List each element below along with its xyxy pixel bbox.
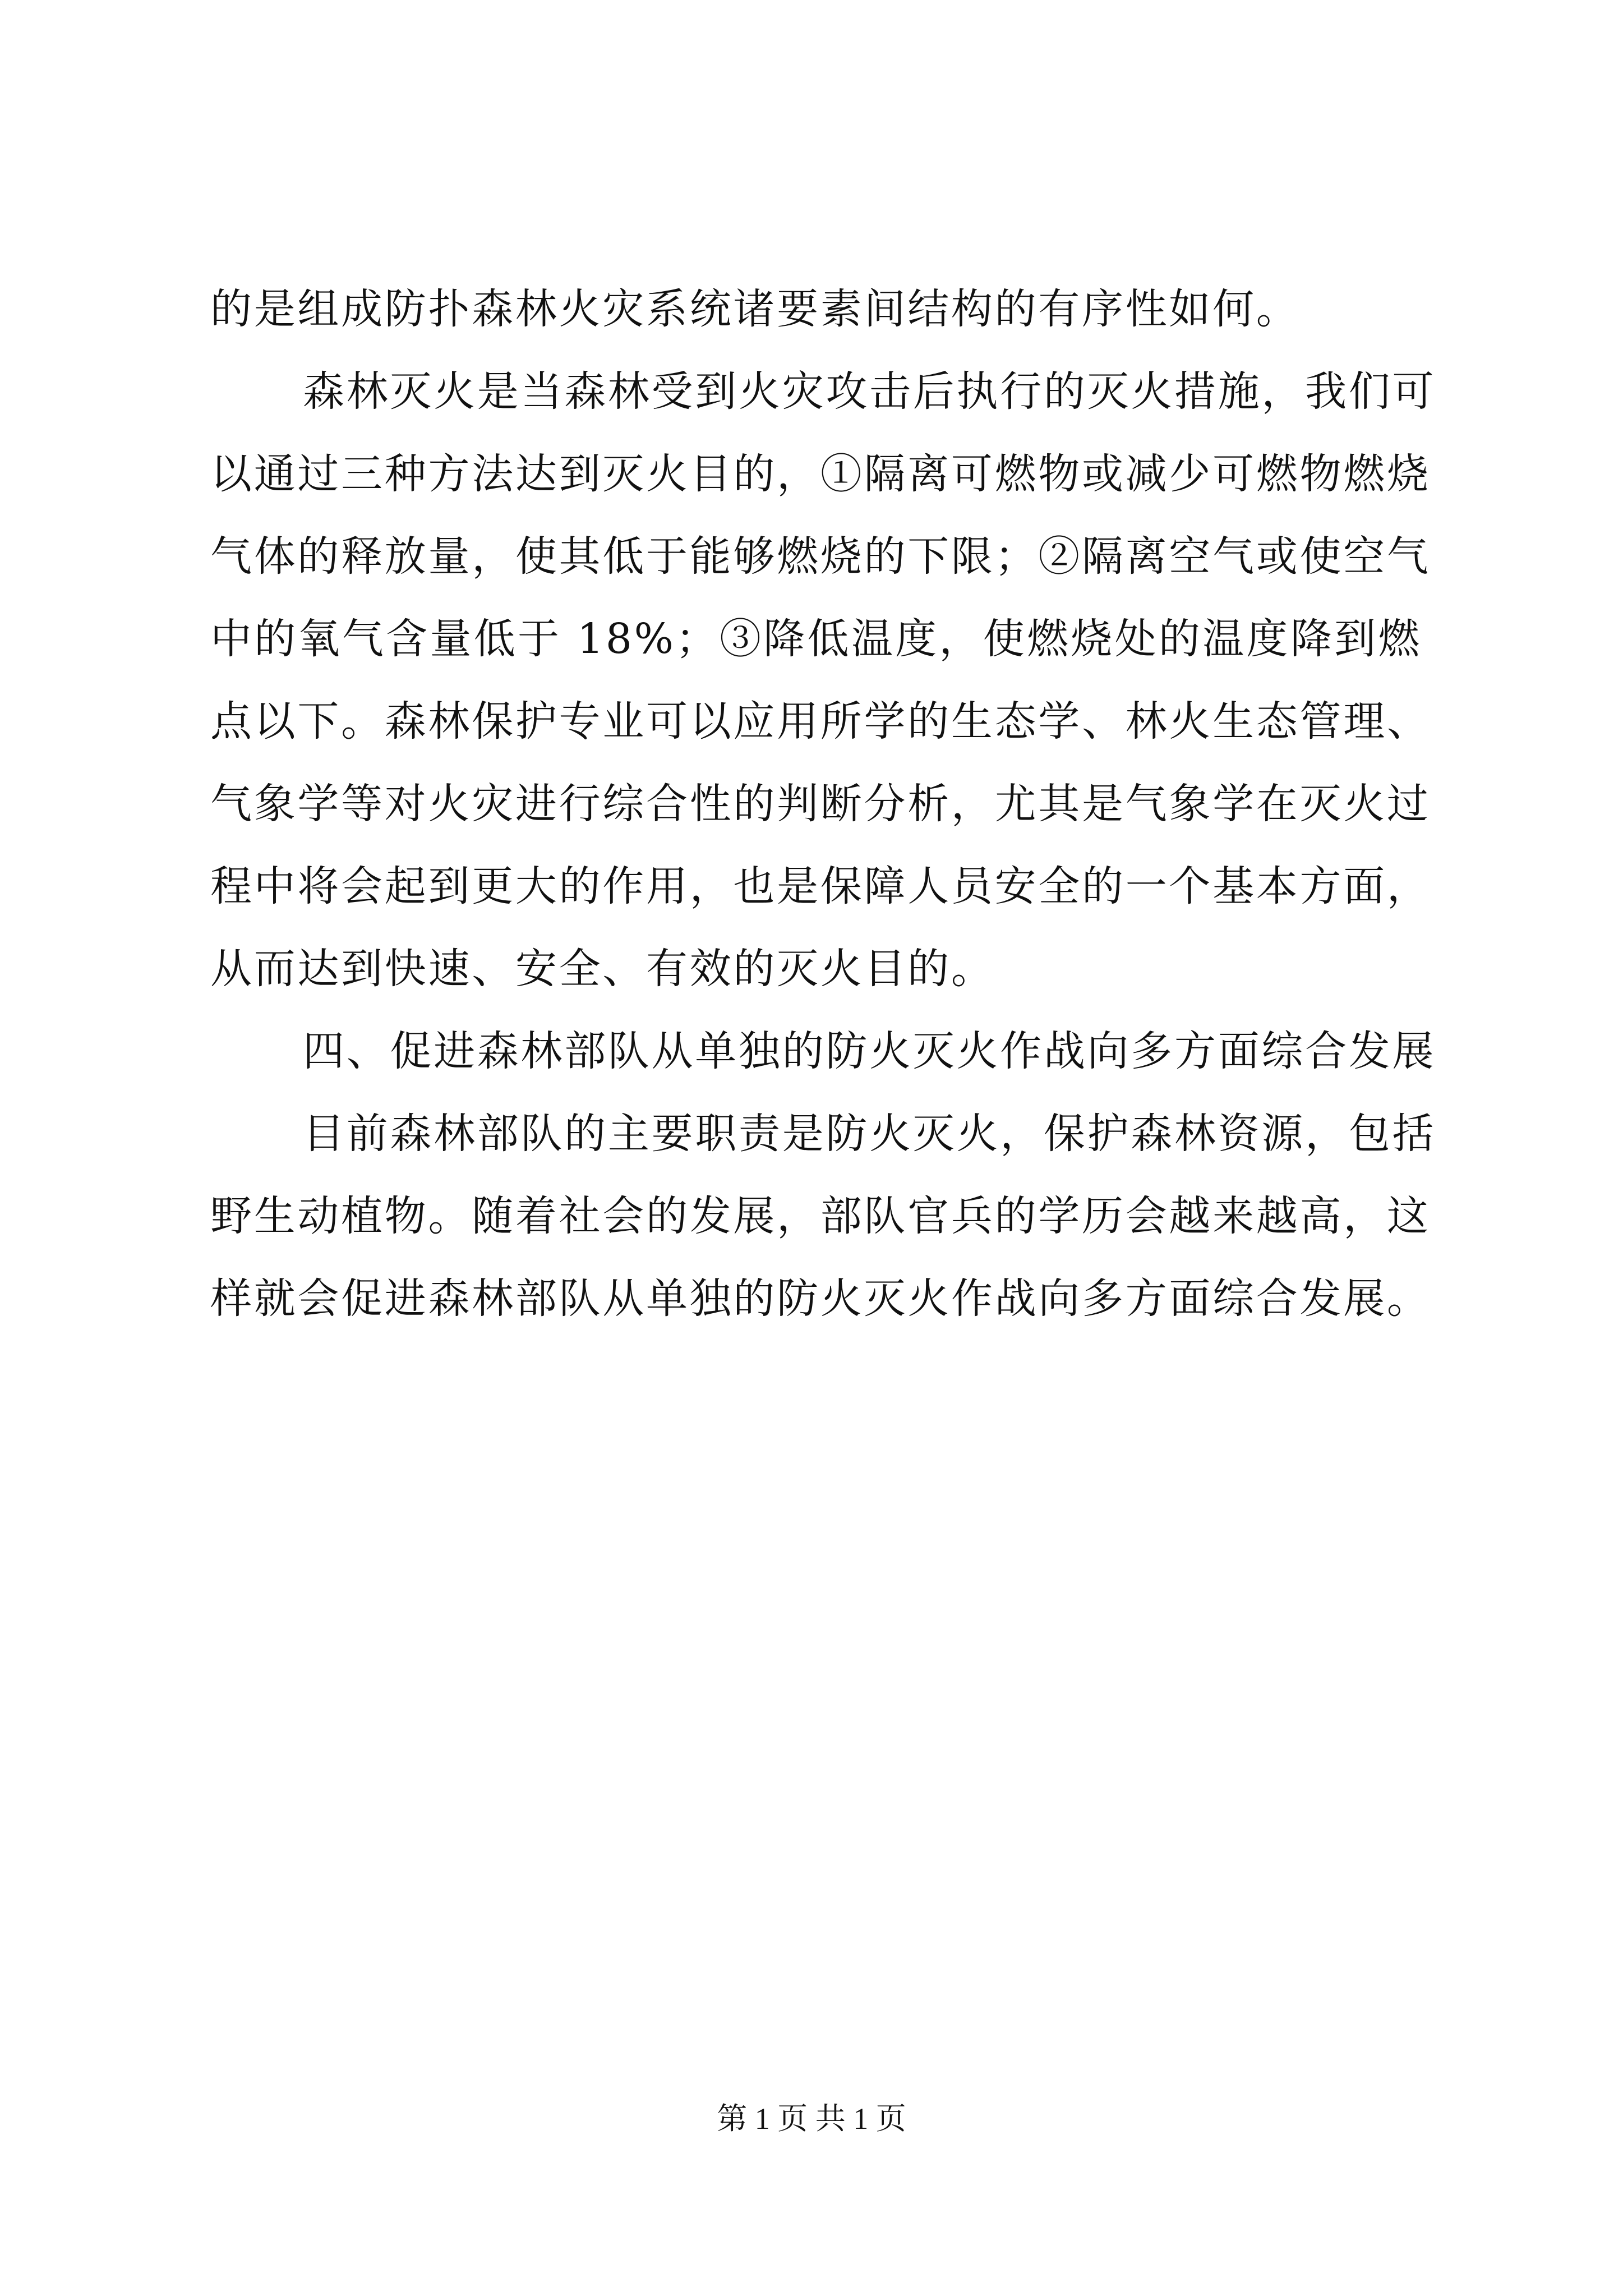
paragraph-2-line-7: 程中将会起到更大的作用，也是保障人员安全的一个基本方面，: [210, 862, 1431, 910]
paragraph-2-line-4: 中的氧气含量低于 18%；③降低温度，使燃烧处的温度降到燃: [210, 615, 1422, 663]
paragraph-3-line-3: 样就会促进森林部队从单独的防火灭火作战向多方面综合发展。: [210, 1274, 1431, 1323]
page-number-footer: 第 1 页 共 1 页: [717, 2102, 906, 2136]
paragraph-2-line-2: 以通过三种方法达到灭火目的，①隔离可燃物或减少可燃物燃烧: [210, 450, 1431, 498]
paragraph-3-line-2: 野生动植物。随着社会的发展，部队官兵的学历会越来越高，这: [210, 1192, 1431, 1240]
paragraph-2-line-6: 气象学等对火灾进行综合性的判断分析，尤其是气象学在灭火过: [210, 780, 1431, 828]
paragraph-2-line-3: 气体的释放量，使其低于能够燃烧的下限；②隔离空气或使空气: [210, 532, 1431, 581]
paragraph-2-line-1: 森林灭火是当森林受到火灾攻击后执行的灭火措施，我们可: [303, 367, 1436, 416]
section-heading-4: 四、促进森林部队从单独的防火灭火作战向多方面综合发展: [303, 1027, 1436, 1075]
paragraph-1-line-1: 的是组成防扑森林火灾系统诸要素间结构的有序性如何。: [210, 285, 1300, 333]
paragraph-3-line-1: 目前森林部队的主要职责是防火灭火，保护森林资源，包括: [303, 1110, 1436, 1158]
document-body: [210, 268, 1436, 1340]
paragraph-2-line-5: 点以下。森林保护专业可以应用所学的生态学、林火生态管理、: [210, 697, 1431, 746]
paragraph-2-line-8: 从而达到快速、安全、有效的灭火目的。: [210, 945, 995, 993]
